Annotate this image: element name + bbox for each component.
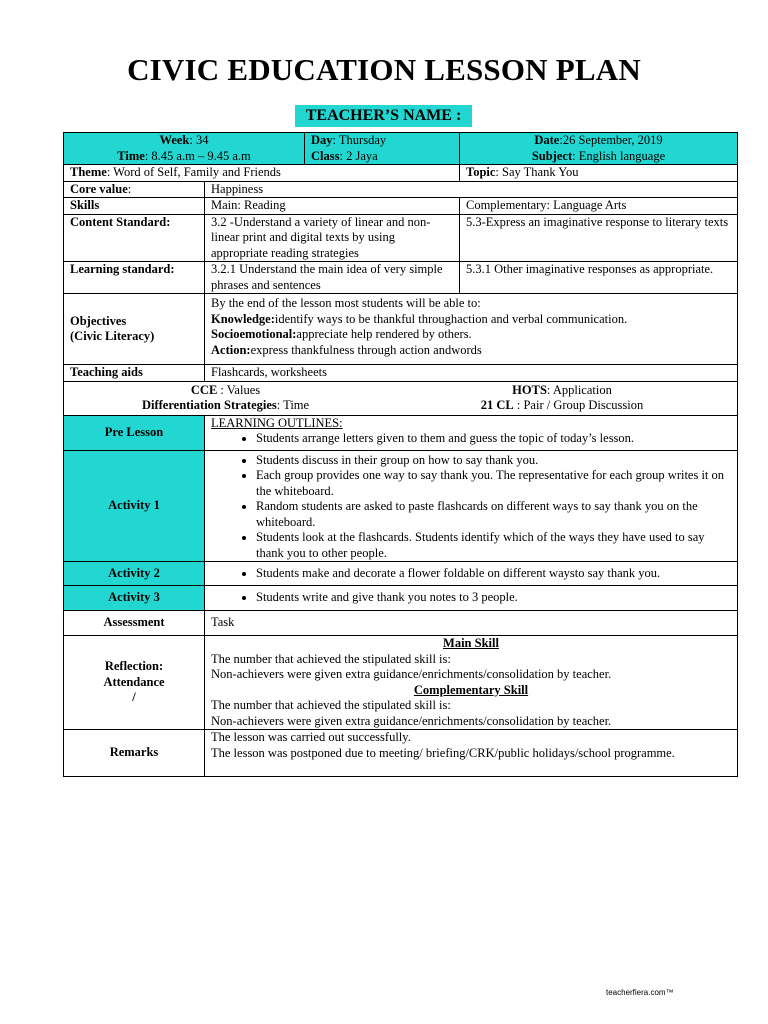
content-standard-row (64, 214, 738, 262)
skills-complementary: Complementary: Language Arts (460, 198, 738, 215)
main-skill-heading: Main Skill (443, 636, 499, 650)
list-item: • Students make and decorate a flower foldable on different waysto say thank you. (256, 566, 731, 582)
activity3-label: Activity 3 (64, 586, 205, 611)
assessment-label: Assessment (64, 611, 205, 636)
header-row-1 (64, 133, 738, 149)
list-item: • Students write and give thank you notes to 3 people. (256, 590, 731, 606)
list-item: • Students look at the flashcards. Students identify which of the ways they have used to say thank you to other people. (256, 530, 731, 561)
week-cell: Week: 34 (64, 133, 305, 149)
activity2-list (211, 566, 731, 582)
day-cell: Day: Thursday (305, 133, 460, 149)
remarks-content: The lesson was carried out successfully. The lesson was postponed due to meeting/ briefing/CRK/public holidays/school programme. (205, 730, 738, 777)
activity3-row (64, 586, 738, 611)
pre-lesson-list (211, 431, 731, 447)
cce-hots-cell (64, 381, 738, 415)
objectives-label: Objectives (Civic Literacy) (64, 294, 205, 365)
remarks-label: Remarks (64, 730, 205, 777)
pre-lesson-label: Pre Lesson (64, 415, 205, 450)
lesson-plan-table (63, 132, 738, 777)
activity2-label: Activity 2 (64, 562, 205, 586)
list-item: • Each group provides one way to say thank you. The representative for each group writes it on the whiteboard. (256, 468, 731, 499)
learning-standard-complementary: 5.3.1 Other imaginative responses as appropriate. (460, 262, 738, 294)
page-title: CIVIC EDUCATION LESSON PLAN (127, 52, 641, 87)
learning-outlines-heading: LEARNING OUTLINES: (211, 415, 343, 430)
skills-main: Main: Reading (205, 198, 460, 215)
theme-cell: Theme: Word of Self, Family and Friends (64, 165, 460, 182)
list-item: • Students discuss in their group on how to say thank you. (256, 453, 731, 469)
learning-standard-main: 3.2.1 Understand the main idea of very simple phrases and sentences (205, 262, 460, 294)
content-standard-complementary: 5.3-Express an imaginative response to literary texts (460, 214, 738, 262)
objectives-row (64, 294, 738, 365)
date-cell: Date:26 September, 2019 (460, 133, 738, 149)
pre-lesson-content (205, 415, 738, 450)
activity1-row (64, 450, 738, 562)
skills-label: Skills (64, 198, 205, 215)
theme-row (64, 165, 738, 182)
reflection-row (64, 636, 738, 730)
learning-standard-label: Learning standard: (64, 262, 205, 294)
complementary-skill-heading: Complementary Skill (413, 682, 529, 697)
topic-cell: Topic: Say Thank You (460, 165, 738, 182)
cl21-cell: 21 CL : Pair / Group Discussion (480, 398, 644, 412)
activity1-content (205, 450, 738, 562)
subject-cell: Subject: English language (460, 149, 738, 165)
remarks-row (64, 730, 738, 777)
hots-cell: HOTS: Application (512, 382, 612, 397)
list-item: • Random students are asked to paste flashcards on different ways to say thank you on the whiteboard. (256, 499, 731, 530)
skills-row (64, 198, 738, 215)
core-value-row (64, 181, 738, 198)
activity2-content (205, 562, 738, 586)
core-value-label: Core value: (64, 181, 205, 198)
activity3-list (211, 590, 731, 606)
assessment-value: Task (205, 611, 738, 636)
teaching-aids-row (64, 365, 738, 382)
assessment-row (64, 611, 738, 636)
differentiation-cell: Differentiation Strategies: Time (141, 398, 310, 412)
activity2-row (64, 562, 738, 586)
class-cell: Class: 2 Jaya (305, 149, 460, 165)
footer-watermark: teacherfiera.com™ (606, 988, 674, 997)
activity1-list (211, 453, 731, 562)
reflection-label: Reflection: Attendance / (64, 636, 205, 730)
teacher-name-label: TEACHER’S NAME : (295, 105, 472, 127)
objectives-content: By the end of the lesson most students will be able to: Knowledge:identify ways to be thankful throughaction and verbal communication. Socioemotional:appreciate help rendered by others. Action:express thankfulness through action andwords (205, 294, 738, 365)
core-value-value: Happiness (205, 181, 738, 198)
pre-lesson-row (64, 415, 738, 450)
list-item: • Students arrange letters given to them and guess the topic of today’s lesson. (256, 431, 731, 447)
header-row-2 (64, 149, 738, 165)
teaching-aids-value: Flashcards, worksheets (205, 365, 738, 382)
teaching-aids-label: Teaching aids (64, 365, 205, 382)
cce-hots-row (64, 381, 738, 415)
activity3-content (205, 586, 738, 611)
cce-cell: CCE : Values (190, 382, 261, 397)
time-cell: Time: 8.45 a.m – 9.45 a.m (64, 149, 305, 165)
activity1-label: Activity 1 (64, 450, 205, 562)
reflection-content: Main Skill The number that achieved the stipulated skill is: Non-achievers were given extra guidance/enrichments/consolidation by teacher. Complementary Skill The number that achieved the stipulated skill is: Non-achievers were given extra guidance/enrichments/consolidation by teacher. (205, 636, 738, 730)
content-standard-label: Content Standard: (64, 214, 205, 262)
learning-standard-row (64, 262, 738, 294)
content-standard-main: 3.2 -Understand a variety of linear and non-linear print and digital texts by using appropriate reading strategies (205, 214, 460, 262)
